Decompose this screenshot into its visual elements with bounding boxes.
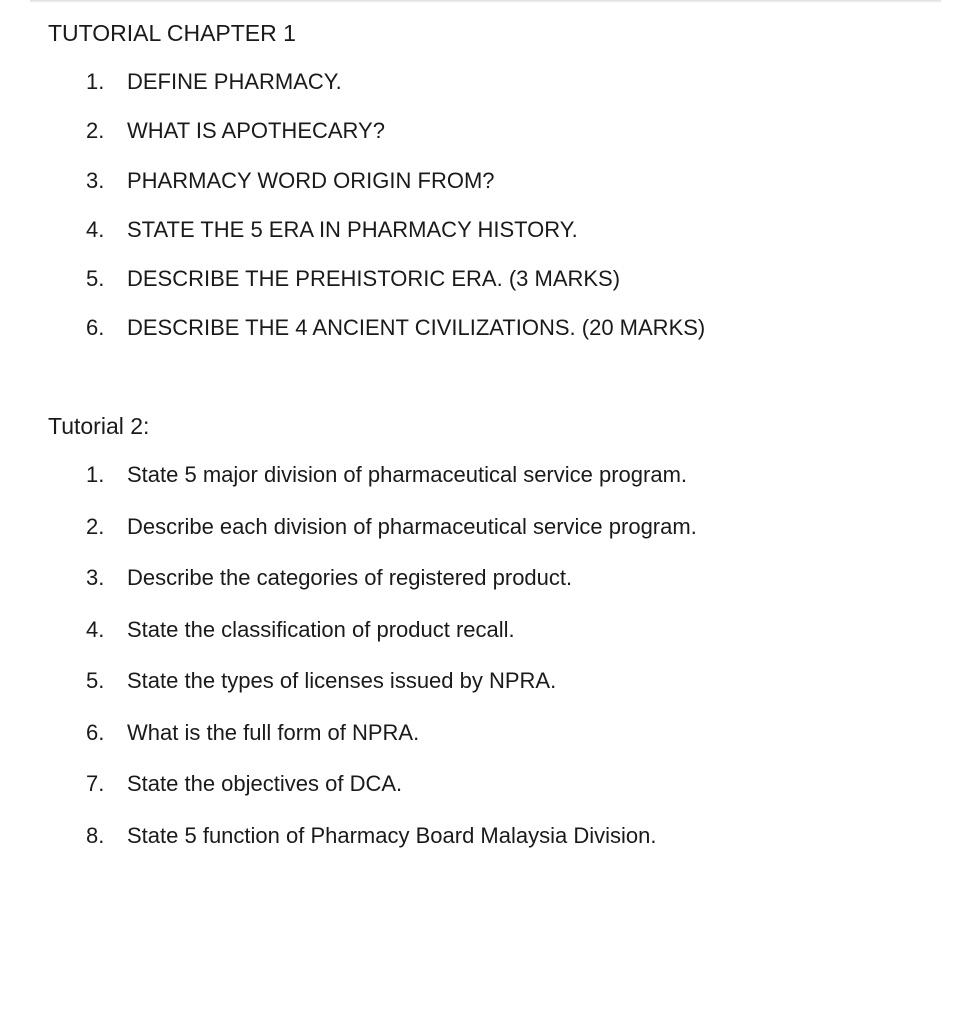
question-text: DEFINE PHARMACY. bbox=[127, 69, 342, 94]
section-title-chapter-1: TUTORIAL CHAPTER 1 bbox=[48, 20, 296, 46]
question-text: Describe each division of pharmaceutical service program. bbox=[127, 514, 697, 539]
question-number: 8. bbox=[86, 823, 105, 848]
question-number: 3. bbox=[86, 168, 105, 193]
question-text: What is the full form of NPRA. bbox=[127, 720, 420, 745]
section-title-tutorial-2: Tutorial 2: bbox=[48, 413, 150, 439]
question-text: Describe the categories of registered product. bbox=[127, 565, 573, 590]
question-number: 7. bbox=[86, 771, 105, 796]
question-number: 3. bbox=[86, 565, 105, 590]
question-text: State the types of licenses issued by NPRA. bbox=[127, 668, 557, 693]
question-text: DESCRIBE THE PREHISTORIC ERA. (3 MARKS) bbox=[127, 266, 621, 291]
question-number: 5. bbox=[86, 266, 105, 291]
question-number: 4. bbox=[86, 217, 105, 242]
question-text: STATE THE 5 ERA IN PHARMACY HISTORY. bbox=[127, 217, 578, 242]
question-text: State the classification of product recall. bbox=[127, 617, 515, 642]
question-text: State the objectives of DCA. bbox=[127, 771, 403, 796]
question-number: 2. bbox=[86, 118, 105, 143]
question-text: State 5 function of Pharmacy Board Malaysia Division. bbox=[127, 823, 657, 848]
question-number: 2. bbox=[86, 514, 105, 539]
question-number: 6. bbox=[86, 720, 105, 745]
question-number: 5. bbox=[86, 668, 105, 693]
question-text: State 5 major division of pharmaceutical service program. bbox=[127, 462, 688, 487]
question-text: WHAT IS APOTHECARY? bbox=[127, 118, 385, 143]
question-number: 1. bbox=[86, 69, 105, 94]
question-number: 4. bbox=[86, 617, 105, 642]
question-text: DESCRIBE THE 4 ANCIENT CIVILIZATIONS. (20 MARKS) bbox=[127, 315, 706, 340]
question-number: 1. bbox=[86, 462, 105, 487]
question-text: PHARMACY WORD ORIGIN FROM? bbox=[127, 168, 495, 193]
question-number: 6. bbox=[86, 315, 105, 340]
